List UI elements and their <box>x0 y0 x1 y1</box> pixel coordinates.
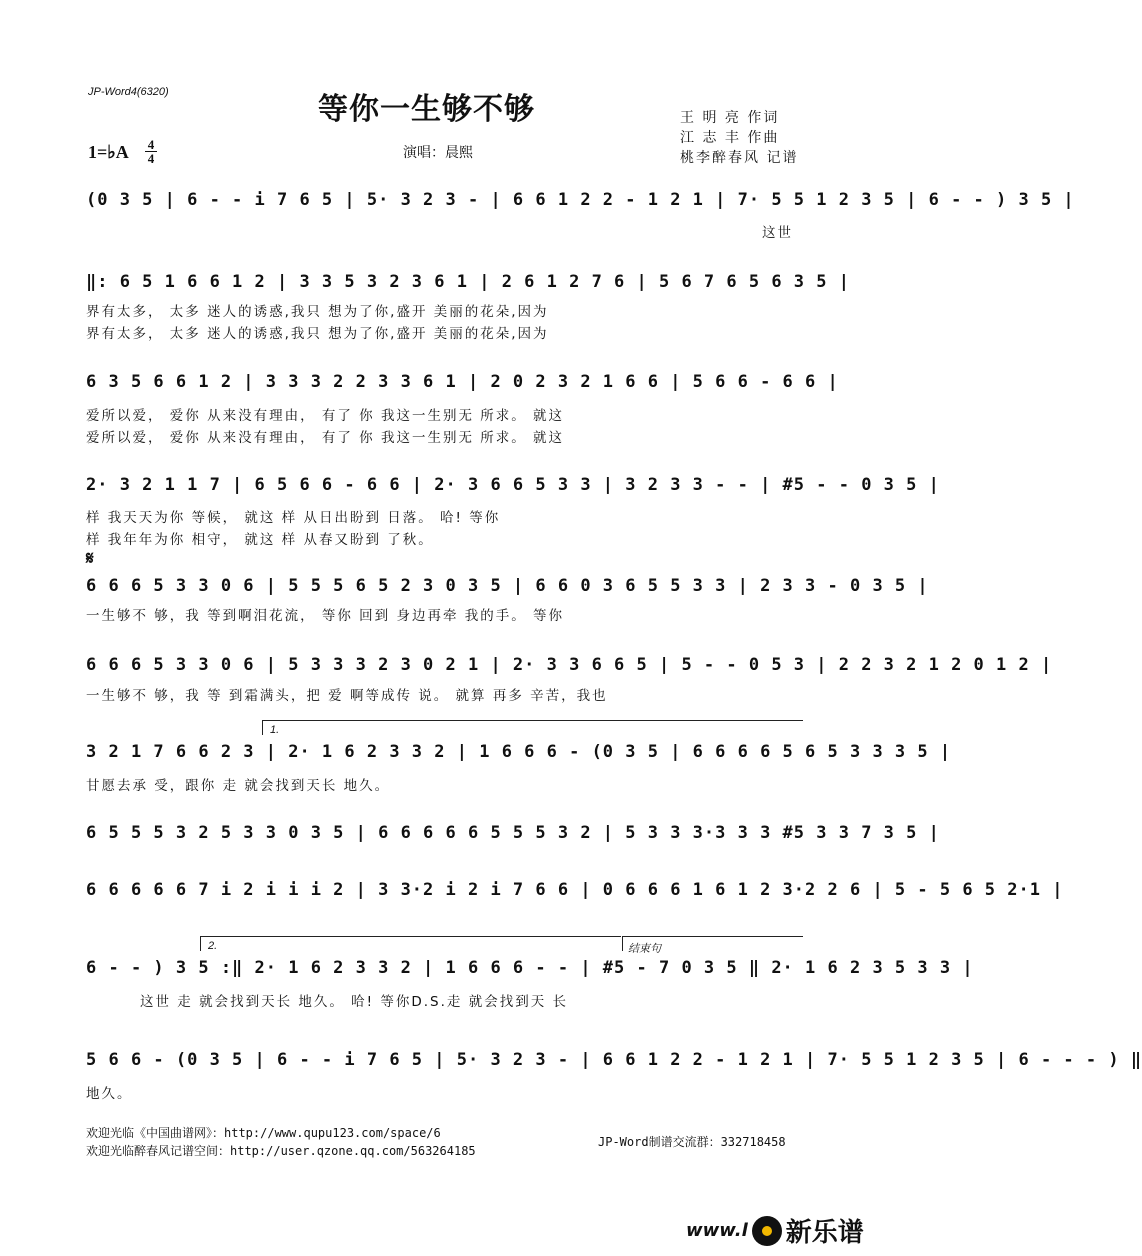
score-row-4: 2· 3 2 1 1 7 | 6 5 6 6 - 6 6 | 2· 3 6 6 5 3 3 | 3 2 3 3 - - | #5 - - 0 3 5 | <box>86 475 940 495</box>
segno-sign: 𝄋 <box>86 548 94 569</box>
singer-credit: 演唱：晨熙 <box>403 145 473 161</box>
score-row-2: ‖: 6 5 1 6 6 1 2 | 3 3 5 3 2 3 6 1 | 2 6 1 2 7 6 | 5 6 7 6 5 6 3 5 | <box>86 272 850 292</box>
lyrics-row-10: 这世 走 就会找到天长 地久。 哈! 等你D.S.走 就会找到天 长 <box>140 994 568 1010</box>
score-row-3: 6 3 5 6 6 1 2 | 3 3 3 2 2 3 3 6 1 | 2 0 2 3 2 1 6 6 | 5 6 6 - 6 6 | <box>86 372 839 392</box>
watermark-url: www.l <box>686 1220 748 1241</box>
key-signature: 1=♭A <box>88 142 129 162</box>
score-row-10: 6 - - ) 3 5 :‖ 2· 1 6 2 3 3 2 | 1 6 6 6 - - | #5 - 7 0 3 5 ‖ 2· 1 6 2 3 5 3 3 | <box>86 958 974 978</box>
volta-1-label: 1. <box>270 724 280 736</box>
score-row-7: 3 2 1 7 6 6 2 3 | 2· 1 6 2 3 3 2 | 1 6 6 6 - (0 3 5 | 6 6 6 6 5 6 5 3 3 3 5 | <box>86 742 952 762</box>
composer-credit: 江 志 丰 作曲 <box>680 130 780 146</box>
lyrics-row-11: 地久。 <box>86 1086 133 1102</box>
lyrics-row-3a: 爱所以爱， 爱你 从来没有理由， 有了 你 我这一生别无 所求。 就这 <box>86 408 565 424</box>
lyrics-row-4b: 样 我年年为你 相守， 就这 样 从春又盼到 了秋。 <box>86 532 434 548</box>
footer-link-qupu: 欢迎光临《中国曲谱网》：http://www.qupu123.com/space/6 <box>86 1126 441 1140</box>
lyrics-row-2a: 界有太多， 太多 迷人的诱惑,我只 想为了你,盛开 美丽的花朵,因为 <box>86 304 549 320</box>
ending-label: 结束句 <box>628 943 661 955</box>
watermark <box>686 1212 864 1249</box>
time-sig-bottom: 4 <box>147 151 155 166</box>
credits-block <box>680 108 798 168</box>
vinyl-disc-center-icon <box>762 1226 772 1236</box>
vinyl-disc-icon <box>752 1216 782 1246</box>
footer-link-qzone: 欢迎光临醉春风记谱空间：http://user.qzone.qq.com/563264185 <box>86 1144 476 1158</box>
watermark-brand: 新乐谱 <box>785 1218 864 1248</box>
lyrics-row-7: 甘愿去承 受，跟你 走 就会找到天长 地久。 <box>86 778 391 794</box>
song-title: 等你一生够不够 <box>318 92 535 127</box>
footer-group: JP-Word制谱交流群：332718458 <box>598 1135 786 1149</box>
transcriber-credit: 桃李醉春风 记谱 <box>680 150 799 166</box>
lyrics-row-3b: 爱所以爱， 爱你 从来没有理由， 有了 你 我这一生别无 所求。 就这 <box>86 430 565 446</box>
lyrics-row-4a: 样 我天天为你 等候， 就这 样 从日出盼到 日落。 哈! 等你 <box>86 510 501 526</box>
volta-1-bracket <box>262 720 803 735</box>
volta-2-bracket <box>200 936 621 951</box>
lyricist-credit: 王 明 亮 作词 <box>680 110 780 126</box>
score-row-8: 6 5 5 5 3 2 5 3 3 0 3 5 | 6 6 6 6 6 5 5 5 3 2 | 5 3 3 3·3 3 3 #5 3 3 7 3 5 | <box>86 823 940 843</box>
score-row-1: (0 3 5 | 6 - - i 7 6 5 | 5· 3 2 3 - | 6 6 1 2 2 - 1 2 1 | 7· 5 5 1 2 3 5 | 6 - - ) 3 5 | <box>86 190 1075 210</box>
software-tag: JP-Word4(6320) <box>88 86 169 98</box>
score-row-11: 5 6 6 - (0 3 5 | 6 - - i 7 6 5 | 5· 3 2 3 - | 6 6 1 2 2 - 1 2 1 | 7· 5 5 1 2 3 5 | 6 - - - ) ‖ <box>86 1050 1142 1070</box>
time-signature <box>144 138 158 165</box>
lyrics-row-2b: 界有太多， 太多 迷人的诱惑,我只 想为了你,盛开 美丽的花朵,因为 <box>86 326 549 342</box>
score-row-9: 6 6 6 6 6 7 i 2 i i i 2 | 3 3·2 i 2 i 7 6 6 | 0 6 6 6 1 6 1 2 3·2 2 6 | 5 - 5 6 5 2·1 | <box>86 880 1064 900</box>
lyrics-row-5: 一生够不 够，我 等到啊泪花流， 等你 回到 身边再牵 我的手。 等你 <box>86 608 565 624</box>
score-row-6: 6 6 6 5 3 3 0 6 | 5 3 3 3 2 3 0 2 1 | 2· 3 3 6 6 5 | 5 - - 0 5 3 | 2 2 3 2 1 2 0 1 2 | <box>86 655 1053 675</box>
score-row-5: 6 6 6 5 3 3 0 6 | 5 5 5 6 5 2 3 0 3 5 | 6 6 0 3 6 5 5 3 3 | 2 3 3 - 0 3 5 | <box>86 576 929 596</box>
lyrics-row-1: 这世 <box>762 225 793 241</box>
time-sig-top: 4 <box>147 137 155 152</box>
lyrics-row-6: 一生够不 够，我 等 到霜满头，把 爱 啊等成传 说。 就算 再多 辛苦，我也 <box>86 688 608 704</box>
volta-2-label: 2. <box>208 940 218 952</box>
